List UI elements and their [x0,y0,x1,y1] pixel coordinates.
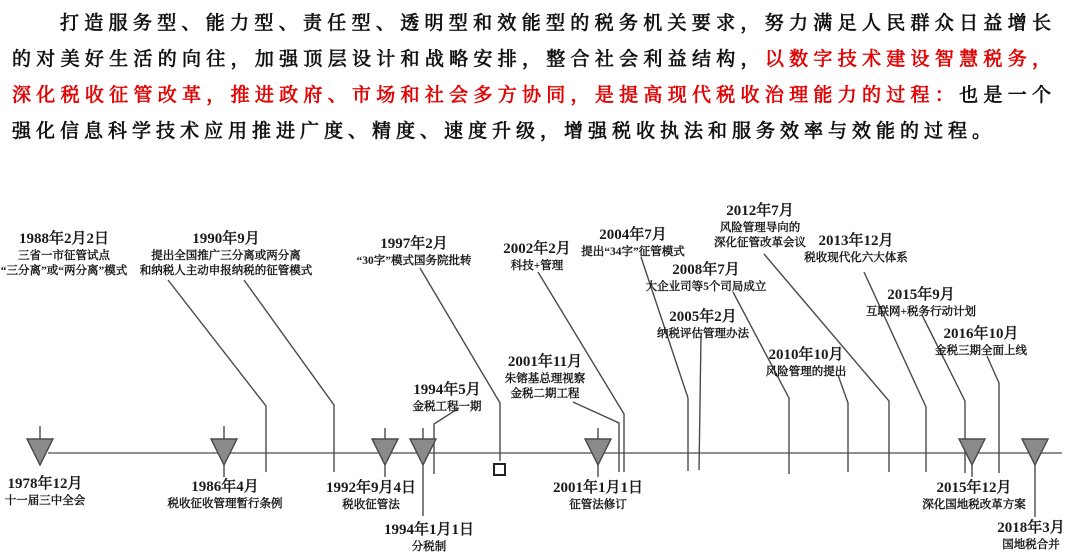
connector-2005 [699,336,701,470]
event-date: 2010年10月 [768,347,844,363]
event-date: 2008年7月 [672,262,740,278]
event-date: 2001年1月1日 [552,480,644,496]
event-desc: 十一届三中全会 [4,494,86,507]
event-date: 2005年2月 [669,309,737,325]
event-date: 1988年2月2日 [18,231,109,247]
event-desc: 提出全国推广三分离或两分离 [151,249,301,262]
connector-2016-10 [987,356,999,473]
event-date: 2004年7月 [599,227,667,243]
timeline-event [140,230,313,279]
event-desc: 三省一市征管试点 [18,249,110,262]
event-desc: 税收征管法 [342,498,400,511]
event-desc: 互联网+税务行动计划 [865,305,977,318]
arrow-2015-12 [959,439,985,477]
timeline-event [5,475,86,509]
event-desc: 深化征管改革会议 [714,236,806,249]
event-date: 1992年9月4日 [325,480,417,496]
timeline-event [553,479,643,513]
event-desc: “三分离”或“两分离”模式 [0,264,128,277]
connector-2010 [838,375,848,472]
timeline-event [413,381,482,415]
event-date: 1997年2月 [380,236,448,252]
event-date: 2012年7月 [726,203,794,219]
timeline-event [505,353,586,402]
event-desc: 风险管理导向的 [719,221,801,234]
event-desc: 分税制 [411,540,447,553]
event-desc: 提出“34字”征管模式 [581,245,685,258]
timeline-event [581,226,685,260]
timeline-event [168,478,283,512]
event-date: 2002年2月 [503,241,571,257]
timeline-event [935,325,1027,359]
event-date: 1994年5月 [413,382,481,398]
timeline-event [646,261,767,295]
event-desc: 和纳税人主动申报纳税的征管模式 [139,264,313,277]
event-desc: 国地税合并 [1002,538,1060,551]
arrow-1986 [211,426,237,477]
timeline-event [357,235,472,269]
timeline-event [922,479,1026,513]
timeline-event [326,479,416,513]
event-date: 2001年11月 [507,354,583,370]
event-date: 1990年9月 [192,231,260,247]
paragraph-red-emphasis: 以数字技术建设智慧税务，深化税收征管改革，推进政府、市场和社会多方协同，是提高现代税收治理能力的过程： [12,49,1056,106]
arrow-1978 [27,426,53,465]
event-date: 2013年12月 [818,233,894,249]
event-desc: 金税三期全面上线 [935,344,1027,357]
event-desc: 朱镕基总理视察 [504,372,586,385]
event-desc: “30字”模式国务院批转 [356,254,472,267]
timeline-event [866,286,976,320]
event-desc: 金税二期工程 [510,387,580,400]
connector-1994-05 [434,408,459,474]
timeline-event [997,519,1065,553]
connector-1997 [420,268,500,461]
timeline-event [1,230,128,279]
timeline-event [766,346,847,380]
event-desc: 金税工程一期 [412,400,482,413]
event-date: 1986年4月 [191,479,259,495]
timeline-event [657,308,749,342]
paragraph-black-lead: 打造服务型、能力型、责任型、透明型和效能型的税务机关要求，努力满足人民群众日益增长的对美好生活的向往，加强顶层设计和战略安排，整合社会利益结构， [12,13,1056,70]
timeline-event [714,202,806,251]
event-desc: 纳税评估管理办法 [657,327,749,340]
timeline-event [384,521,474,555]
event-date: 2018年3月 [997,520,1065,536]
event-desc: 大企业司等5个司局成立 [645,280,767,293]
paragraph-black-tail: 也是一个强化信息科学技术应用推进广度、精度、速度升级，增强税收执法和服务效率与效能的过程。 [12,85,1056,142]
event-date: 2015年12月 [936,480,1012,496]
event-desc: 深化国地税改革方案 [922,498,1026,511]
connector-1990 [244,280,334,472]
timeline-event [503,240,571,274]
event-date: 1978年12月 [7,476,83,492]
event-desc: 风险管理的提出 [765,365,847,378]
event-desc: 征管法修订 [569,498,627,511]
event-date: 2015年9月 [887,287,955,303]
event-date: 2016年10月 [943,326,1019,342]
event-desc: 税收征收管理暂行条例 [167,497,283,510]
event-desc: 税收现代化六大体系 [804,251,908,264]
event-date: 1994年1月1日 [383,522,475,538]
square-marker [494,464,505,475]
event-desc: 科技+管理 [510,259,564,272]
timeline-event [804,232,908,266]
